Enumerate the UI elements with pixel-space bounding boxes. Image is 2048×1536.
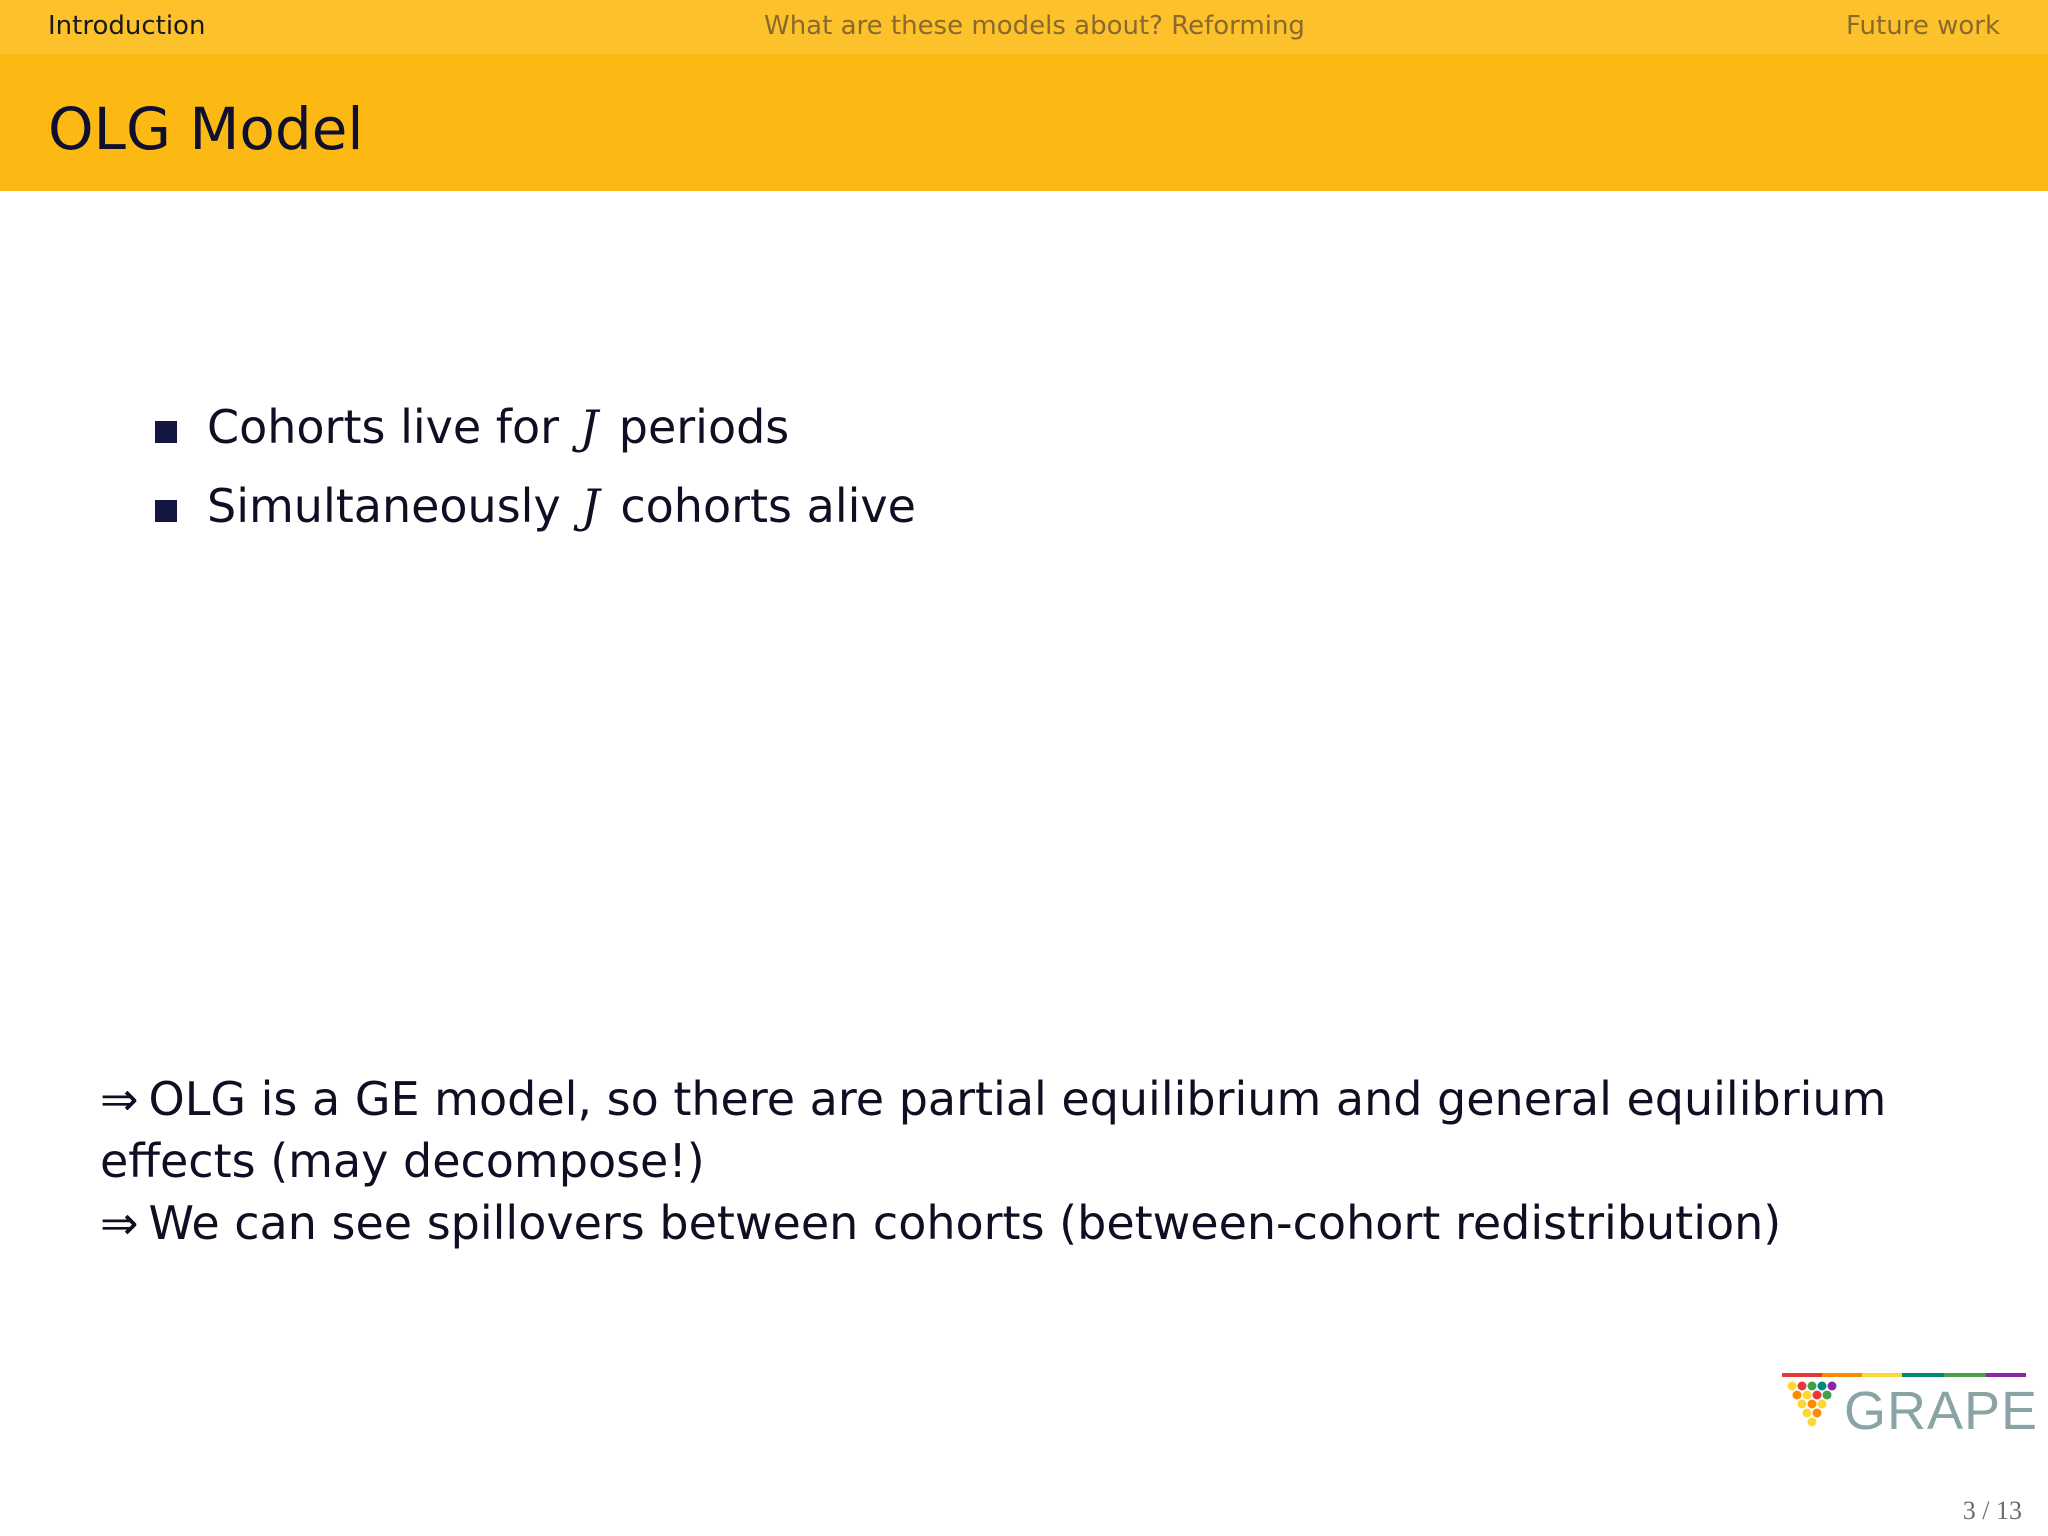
math-variable: J bbox=[581, 479, 600, 533]
bullet-text-before: Simultaneously bbox=[207, 479, 561, 533]
conclusion-text: OLG is a GE model, so there are partial equilibrium and general equilibrium bbox=[148, 1072, 1887, 1126]
frame-title-bar bbox=[0, 54, 2048, 191]
bullet-item bbox=[155, 477, 916, 556]
conclusion-line bbox=[100, 1068, 1960, 1130]
nav-section-models-reforming[interactable]: What are these models about? Reforming bbox=[764, 11, 1305, 41]
implies-arrow-icon: ⇒ bbox=[100, 1072, 139, 1126]
conclusion-line bbox=[100, 1130, 1960, 1192]
conclusion-block bbox=[100, 1068, 1960, 1254]
nav-section-future-work[interactable]: Future work bbox=[1846, 11, 2000, 41]
conclusion-line bbox=[100, 1192, 1960, 1254]
implies-arrow-icon: ⇒ bbox=[100, 1196, 139, 1250]
section-navigation-bar bbox=[0, 0, 2048, 54]
bullet-text-after: cohorts alive bbox=[620, 479, 916, 533]
bullet-list bbox=[155, 398, 916, 556]
conclusion-text: We can see spillovers between cohorts (between-cohort redistribution) bbox=[148, 1196, 1782, 1250]
frame-title: OLG Model bbox=[48, 95, 364, 163]
nav-section-introduction[interactable]: Introduction bbox=[48, 11, 206, 41]
grape-logo bbox=[1780, 1370, 2039, 1441]
bullet-item bbox=[155, 398, 916, 477]
grape-logo-text: GRAPE bbox=[1844, 1381, 2039, 1441]
math-variable: J bbox=[579, 400, 599, 454]
bullet-square-icon bbox=[155, 421, 177, 443]
conclusion-text: effects (may decompose!) bbox=[100, 1134, 705, 1188]
bullet-square-icon bbox=[155, 500, 177, 522]
page-number: 3 / 13 bbox=[1962, 1496, 2022, 1525]
bullet-text-before: Cohorts live for bbox=[207, 400, 560, 454]
bullet-text-after: periods bbox=[618, 400, 790, 454]
